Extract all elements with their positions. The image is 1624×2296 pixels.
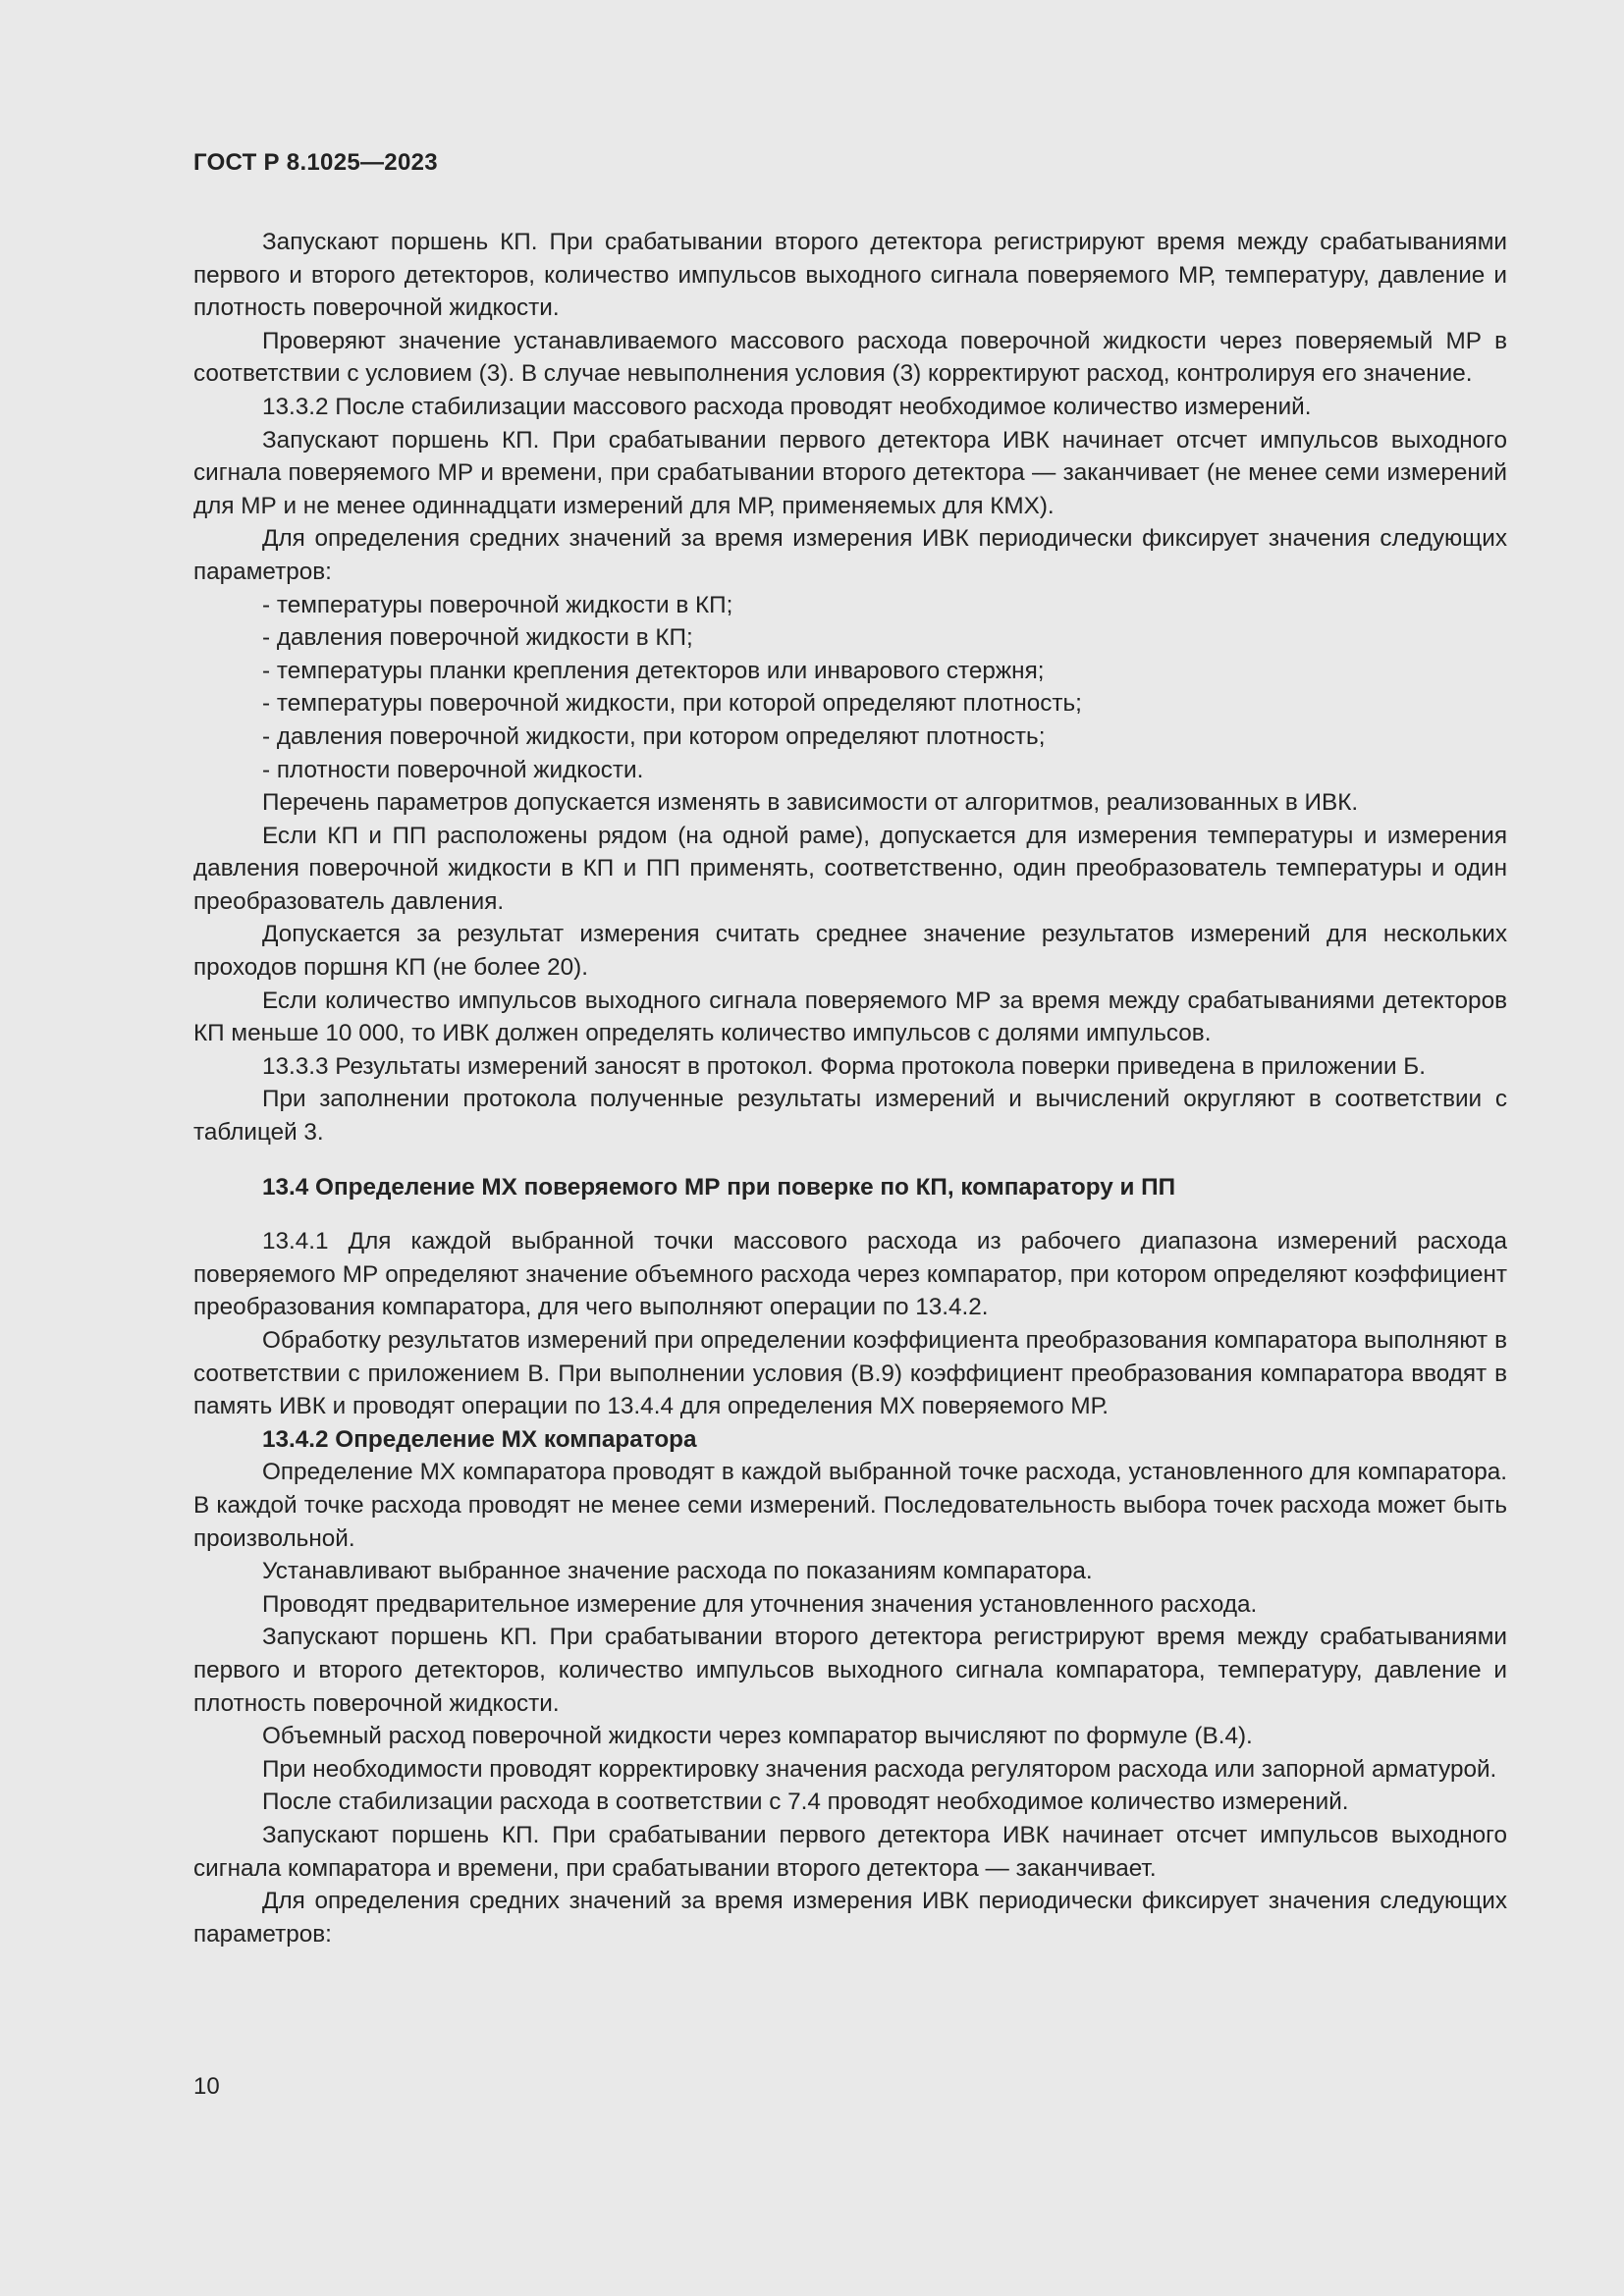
paragraph: 13.3.3 Результаты измерений заносят в протокол. Форма протокола поверки приведена в приложении Б. [262, 1052, 1426, 1080]
paragraph: Допускается за результат измерения считать среднее значение результатов измерений для нескольких проходов поршня КП (не более 20). [193, 921, 1507, 982]
list-item: - давления поверочной жидкости в КП; [262, 624, 693, 652]
paragraph: После стабилизации расхода в соответствии с 7.4 проводят необходимое количество измерений. [262, 1789, 1349, 1816]
paragraph: Для определения средних значений за время измерения ИВК периодически фиксирует значения следующих параметров: [193, 525, 1507, 585]
list-item: - температуры планки крепления детекторов или инварового стержня; [262, 657, 1045, 684]
paragraph: Если количество импульсов выходного сигнала поверяемого МР за время между срабатываниями детекторов КП меньше 10 000, то ИВК должен определять количество импульсов с долями импульсов. [193, 987, 1507, 1047]
parameter-list [193, 589, 1507, 787]
paragraph: Объемный расход поверочной жидкости через компаратор вычисляют по формуле (В.4). [262, 1723, 1253, 1750]
list-item: - давления поверочной жидкости, при котором определяют плотность; [262, 722, 1046, 750]
paragraph: Определение МХ компаратора проводят в каждой выбранной точке расхода, установленного для компаратора. В каждой точке расхода проводят не менее семи измерений. Последовательность выбора точек расхода может быть произвольной. [193, 1459, 1507, 1552]
paragraph: Запускают поршень КП. При срабатывании первого детектора ИВК начинает отсчет импульсов выходного сигнала компаратора и времени, при срабатывании второго детектора — заканчивает. [193, 1821, 1507, 1882]
paragraph: При необходимости проводят корректировку значения расхода регулятором расхода или запорной арматурой. [262, 1755, 1497, 1783]
paragraph: Запускают поршень КП. При срабатывании второго детектора регистрируют время между срабатываниями первого и второго детекторов, количество импульсов выходного сигнала компаратора, температуру, давление и плотность поверочной жидкости. [193, 1624, 1507, 1717]
section-heading-13-4: 13.4 Определение МХ поверяемого МР при поверке по КП, компаратору и ПП [262, 1173, 1176, 1201]
paragraph: Запускают поршень КП. При срабатывании второго детектора регистрируют время между срабатываниями первого и второго детекторов, количество импульсов выходного сигнала поверяемого МР, температуру, давление и плотность поверочной жидкости. [193, 229, 1507, 322]
paragraph: Если КП и ПП расположены рядом (на одной раме), допускается для измерения температуры и измерения давления поверочной жидкости в КП и ПП применять, соответственно, один преобразователь температуры и один преобразователь давления. [193, 822, 1507, 915]
paragraph: Перечень параметров допускается изменять в зависимости от алгоритмов, реализованных в ИВК. [262, 789, 1359, 817]
list-item: - плотности поверочной жидкости. [262, 756, 644, 783]
paragraph: Устанавливают выбранное значение расхода по показаниям компаратора. [262, 1558, 1093, 1585]
paragraph: При заполнении протокола полученные результаты измерений и вычислений округляют в соответствии с таблицей 3. [193, 1086, 1507, 1147]
paragraph: Для определения средних значений за время измерения ИВК периодически фиксирует значения следующих параметров: [193, 1888, 1507, 1948]
paragraph: 13.3.2 После стабилизации массового расхода проводят необходимое количество измерений. [262, 393, 1312, 420]
paragraph: Проверяют значение устанавливаемого массового расхода поверочной жидкости через поверяемый МР в соответствии с условием (3). В случае невыполнения условия (3) корректируют расход, контролируя его значение. [193, 327, 1507, 388]
paragraph: 13.4.1 Для каждой выбранной точки массового расхода из рабочего диапазона измерений расхода поверяемого МР определяют значение объемного расхода через компаратор, при котором определяют коэффициент преобразования компаратора, для чего выполняют операции по 13.4.2. [193, 1228, 1507, 1321]
page-number: 10 [193, 2073, 220, 2100]
list-item: - температуры поверочной жидкости, при которой определяют плотность; [262, 690, 1082, 718]
document-header: ГОСТ Р 8.1025—2023 [193, 149, 438, 176]
document-body [193, 226, 1507, 1950]
subsection-heading-13-4-2: 13.4.2 Определение МХ компаратора [262, 1425, 697, 1453]
paragraph: Обработку результатов измерений при определении коэффициента преобразования компаратора выполняют в соответствии с приложением В. При выполнении условия (В.9) коэффициент преобразования компаратора вводят в память ИВК и проводят операции по 13.4.4 для определения МХ поверяемого МР. [193, 1327, 1507, 1420]
document-page [193, 0, 1507, 2296]
paragraph: Проводят предварительное измерение для уточнения значения установленного расхода. [262, 1590, 1258, 1618]
paragraph: Запускают поршень КП. При срабатывании первого детектора ИВК начинает отсчет импульсов выходного сигнала поверяемого МР и времени, при срабатывании второго детектора — заканчивает (не менее семи измерений для МР и не менее одиннадцати измерений для МР, применяемых для КМХ). [193, 426, 1507, 519]
list-item: - температуры поверочной жидкости в КП; [262, 591, 733, 618]
